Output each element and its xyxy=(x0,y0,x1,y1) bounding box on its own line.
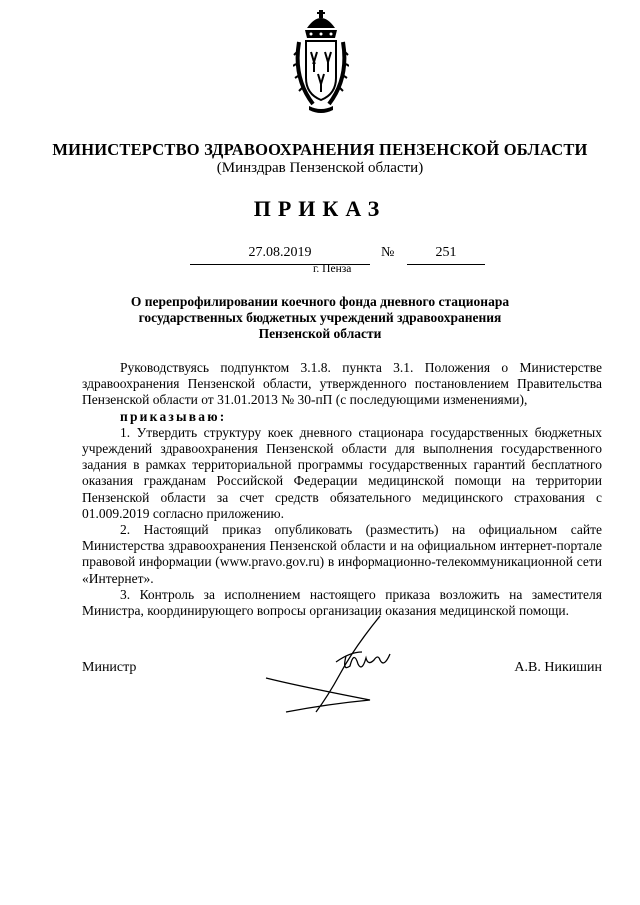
ministry-name: МИНИСТЕРСТВО ЗДРАВООХРАНЕНИЯ ПЕНЗЕНСКОЙ ОБЛАСТИ xyxy=(52,140,588,159)
document-city: г. Пенза xyxy=(313,263,352,275)
order-directive: приказываю: xyxy=(120,408,227,424)
order-item-3: 3. Контроль за исполнением настоящего приказа возложить на заместителя Министра, координирующего вопросы организации оказания медицинской помощи. xyxy=(82,586,602,619)
document-subject xyxy=(80,294,560,342)
ministry-short-name: (Минздрав Пензенской области) xyxy=(216,160,424,176)
document-date: 27.08.2019 xyxy=(190,246,370,265)
signatory-title: Министр xyxy=(82,660,137,675)
signatory-name: А.В. Никишин xyxy=(514,660,602,675)
coat-of-arms-emblem xyxy=(293,8,349,118)
document-body xyxy=(82,360,602,619)
order-item-2: 2. Настоящий приказ опубликовать (разместить) на официальном сайте Министерства здравоохранения Пензенской области и на официальном интернет-портале правовой информации (www.pravo.gov.ru) в информационно-телекоммуникационной сети «Интернет». xyxy=(82,522,602,586)
document-type-title: ПРИКАЗ xyxy=(253,196,387,221)
number-sign: № xyxy=(381,245,395,260)
document-number: 251 xyxy=(407,246,485,265)
subject-line: О перепрофилировании коечного фонда дневного стационара xyxy=(130,294,510,309)
handwritten-signature xyxy=(258,608,398,724)
subject-line: государственных бюджетных учреждений здравоохранения xyxy=(138,310,502,325)
order-item-1: 1. Утвердить структуру коек дневного стационара государственных бюджетных учреждений здравоохранения Пензенской области для выполнения государственного задания в рамках территориальной программы государственных гарантий бесплатного оказания гражданам Российской Федерации медицинской помощи на территории Пензенской области за счет средств обязательного медицинского страхования с 01.009.2019 согласно приложению. xyxy=(82,424,602,521)
preamble-paragraph: Руководствуясь подпунктом 3.1.8. пункта 3.1. Положения о Министерстве здравоохранения Пензенской области, утвержденного постановлением Правительства Пензенской области от 31.01.2013 № 30-пП (с последующими изменениями), xyxy=(82,360,602,408)
subject-line: Пензенской области xyxy=(258,326,382,341)
